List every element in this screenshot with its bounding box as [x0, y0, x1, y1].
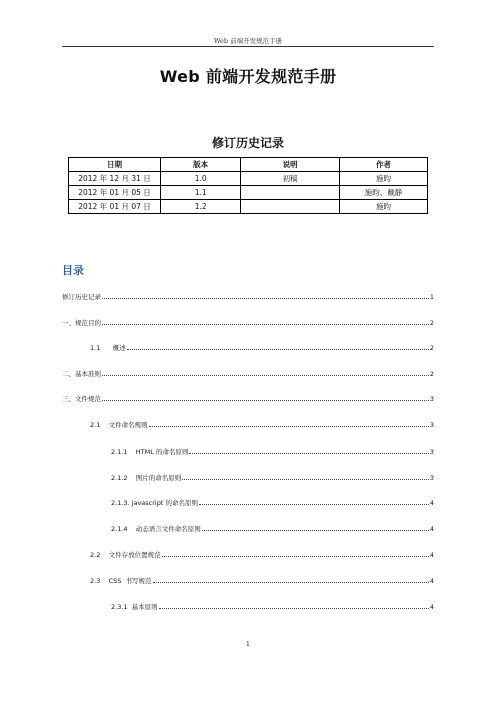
toc-entry-css-conventions[interactable]	[90, 575, 434, 585]
toc-leader-dots	[199, 504, 429, 505]
toc-entry-page: 2	[429, 319, 434, 327]
column-header-version: 版本	[161, 158, 241, 172]
toc-leader-dots	[102, 400, 429, 401]
toc-entry-text: 2.3 CSS 书写规范	[90, 577, 152, 585]
toc-leader-dots	[182, 479, 429, 480]
toc-leader-dots	[202, 530, 429, 531]
column-header-description: 说明	[241, 158, 340, 172]
cell-author: 施昀	[339, 172, 427, 186]
cell-version: 1.0	[161, 172, 241, 186]
toc-entry-page: 3	[429, 474, 434, 482]
toc-entry-basic-principles[interactable]	[62, 368, 434, 378]
toc-entry-text: 1.1 概述	[90, 344, 126, 352]
toc-entry-page: 2	[429, 344, 434, 352]
toc-leader-dots	[153, 582, 429, 583]
toc-entry-dynamic-file-naming[interactable]	[111, 523, 434, 533]
cell-date: 2012 年 01 月 05 日	[69, 186, 161, 200]
toc-entry-text: 2.1.4 动态语言文件命名原则	[111, 525, 201, 533]
cell-date: 2012 年 12 月 31 日	[69, 172, 161, 186]
toc-entry-page: 4	[429, 577, 434, 585]
toc-leader-dots	[102, 375, 429, 376]
toc-entry-page: 4	[429, 551, 434, 559]
toc-entry-page: 4	[429, 603, 434, 611]
toc-entry-page: 3	[429, 395, 434, 403]
cell-author: 施昀、戴静	[339, 186, 427, 200]
toc-leader-dots	[149, 426, 429, 427]
toc-entry-text: 2.1.1 HTML 的命名原则	[111, 448, 189, 456]
toc-entry-purpose[interactable]	[62, 317, 434, 327]
toc-entry-text: 2.1 文件命名规则	[90, 421, 148, 429]
toc-leader-dots	[127, 349, 429, 350]
toc-entry-file-conventions[interactable]	[62, 393, 434, 403]
toc-entry-text: 2.1.2 图片的命名原则	[111, 474, 182, 482]
toc-entry-text: 2.1.3. javascript 的命名原则	[111, 499, 198, 507]
cell-date: 2012 年 01 月 07 日	[69, 200, 161, 214]
toc-entry-text: 三、文件规范	[62, 395, 101, 403]
toc-entry-text: 修订历史记录	[62, 293, 101, 301]
toc-entry-file-naming[interactable]	[90, 419, 434, 429]
revision-history-title: 修订历史记录	[211, 136, 284, 150]
cell-description: 初稿	[241, 172, 340, 186]
toc-leader-dots	[102, 298, 429, 299]
toc-leader-dots	[102, 324, 429, 325]
document-title: Web 前端开发规范手册	[159, 67, 337, 86]
page-number: 1	[245, 640, 251, 648]
cell-version: 1.1	[161, 186, 241, 200]
toc-entry-text: 2.2 文件存放位置规范	[90, 551, 161, 559]
toc-entry-javascript-naming[interactable]	[111, 497, 434, 507]
toc-heading: 目录	[62, 264, 84, 277]
toc-entry-page: 4	[429, 499, 434, 507]
toc-entry-page: 4	[429, 525, 434, 533]
toc-entry-text: 2.3.1 基本原则	[111, 603, 158, 611]
column-header-author: 作者	[339, 158, 427, 172]
column-header-date: 日期	[69, 158, 161, 172]
toc-leader-dots	[189, 453, 428, 454]
toc-entry-html-naming[interactable]	[111, 446, 434, 456]
running-header: Web 前端开发规范手册	[213, 37, 283, 45]
cell-version: 1.2	[161, 200, 241, 214]
toc-entry-page: 3	[429, 448, 434, 456]
toc-entry-text: 二、基本准则	[62, 370, 101, 378]
toc-entry-page: 3	[429, 421, 434, 429]
toc-entry-file-location[interactable]	[90, 549, 434, 559]
toc-entry-image-naming[interactable]	[111, 472, 434, 482]
toc-entry-text: 一、规范目的	[62, 319, 101, 327]
toc-leader-dots	[162, 556, 429, 557]
toc-entry-css-basic-principles[interactable]	[111, 601, 434, 611]
toc-entry-page: 2	[429, 370, 434, 378]
toc-entry-page: 1	[429, 293, 434, 301]
cell-author: 施昀	[339, 200, 427, 214]
toc-entry-overview[interactable]	[90, 342, 434, 352]
toc-entry-revision-history[interactable]	[62, 291, 434, 301]
toc-leader-dots	[159, 608, 429, 609]
